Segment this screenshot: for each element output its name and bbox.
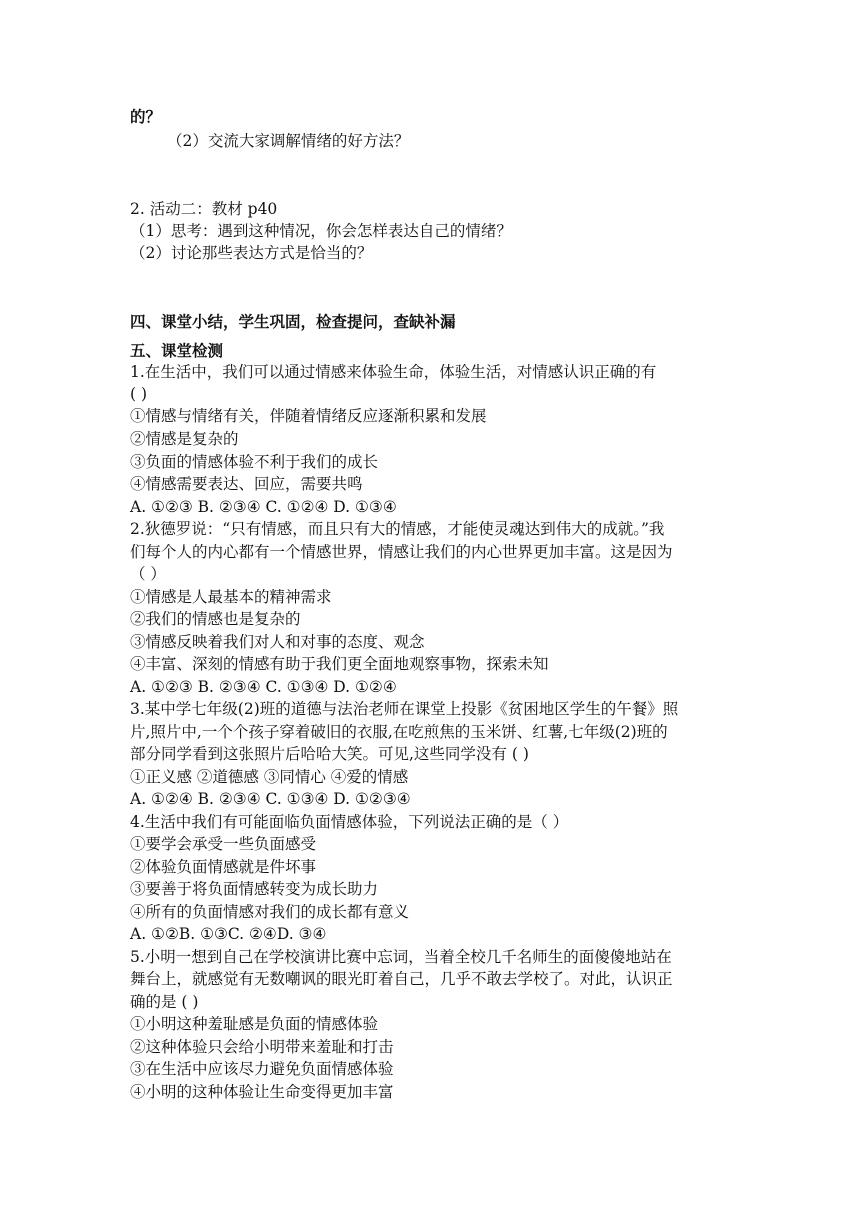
option-line: ①要学会承受一些负面感受 (130, 835, 317, 853)
answer-blank: 确的是 ( ) (130, 993, 199, 1011)
choices-line: A. ①②④ B. ②③④ C. ①③④ D. ①②③④ (130, 790, 411, 808)
choices-line: A. ①②③ B. ②③④ C. ①②④ D. ①③④ (130, 498, 397, 516)
question-text: 片,照片中,一个个孩子穿着破旧的衣服,在吃煎焦的玉米饼、红薯,七年级(2)班的 (130, 723, 668, 741)
option-line: ④丰富、深刻的情感有助于我们更全面地观察事物，探索未知 (130, 655, 549, 673)
option-line: ④所有的负面情感对我们的成长都有意义 (130, 903, 410, 921)
text-line: （2）讨论那些表达方式是恰当的？ (130, 244, 373, 262)
question-text: 舞台上，就感觉有无数嘲讽的眼光盯着自己，几乎不敢去学校了。对此，认识正 (130, 970, 673, 988)
option-line: ④情感需要表达、回应，需要共鸣 (130, 475, 363, 493)
option-line: ②体验负面情感就是件坏事 (130, 858, 317, 876)
option-line: ①正义感 ②道德感 ③同情心 ④爱的情感 (130, 768, 409, 786)
option-line: ③情感反映着我们对人和对事的态度、观念 (130, 633, 425, 651)
text-line: 2. 活动二：教材 p40 (130, 200, 278, 218)
text-line: （2）交流大家调解情绪的好方法？ (167, 132, 410, 150)
section-heading: 四、课堂小结，学生巩固，检查提问，查缺补漏 (130, 312, 456, 331)
question-text: 2.狄德罗说：“只有情感，而且只有大的情感，才能使灵魂达到伟大的成就。”我 (130, 520, 665, 538)
option-line: ②我们的情感也是复杂的 (130, 610, 301, 628)
question-text: 1.在生活中，我们可以通过情感来体验生命，体验生活，对情感认识正确的有 (130, 363, 657, 381)
option-line: ③在生活中应该尽力避免负面情感体验 (130, 1060, 394, 1078)
text-line: 的？ (130, 107, 162, 126)
question-text: 5.小明一想到自己在学校演讲比赛中忘词，当着全校几千名师生的面傻傻地站在 (130, 948, 672, 966)
question-text: 3.某中学七年级(2)班的道德与法治老师在课堂上投影《贫困地区学生的午餐》照 (130, 700, 679, 718)
question-text: 4.生活中我们有可能面临负面情感体验，下列说法正确的是（ ） (130, 813, 569, 831)
option-line: ①情感是人最基本的精神需求 (130, 588, 332, 606)
section-heading: 五、课堂检测 (130, 341, 224, 360)
choices-line: A. ①②B. ①③C. ②④D. ③④ (130, 925, 327, 943)
question-text: 部分同学看到这张照片后哈哈大笑。可见,这些同学没有 ( ) (130, 745, 529, 763)
option-line: ②这种体验只会给小明带来羞耻和打击 (130, 1038, 394, 1056)
option-line: ①情感与情绪有关，伴随着情绪反应逐渐积累和发展 (130, 407, 487, 425)
answer-blank: （ ） (130, 565, 166, 583)
option-line: ④小明的这种体验让生命变得更加丰富 (130, 1083, 394, 1101)
option-line: ②情感是复杂的 (130, 430, 239, 448)
question-text: 们每个人的内心都有一个情感世界，情感让我们的内心世界更加丰富。这是因为 (130, 543, 673, 561)
text-line: （1）思考：遇到这种情况，你会怎样表达自己的情绪？ (130, 222, 512, 240)
option-line: ①小明这种羞耻感是负面的情感体验 (130, 1015, 379, 1033)
answer-blank: ( ) (130, 385, 148, 403)
choices-line: A. ①②③ B. ②③④ C. ①③④ D. ①②④ (130, 678, 397, 696)
option-line: ③要善于将负面情感转变为成长助力 (130, 880, 379, 898)
option-line: ③负面的情感体验不利于我们的成长 (130, 453, 379, 471)
